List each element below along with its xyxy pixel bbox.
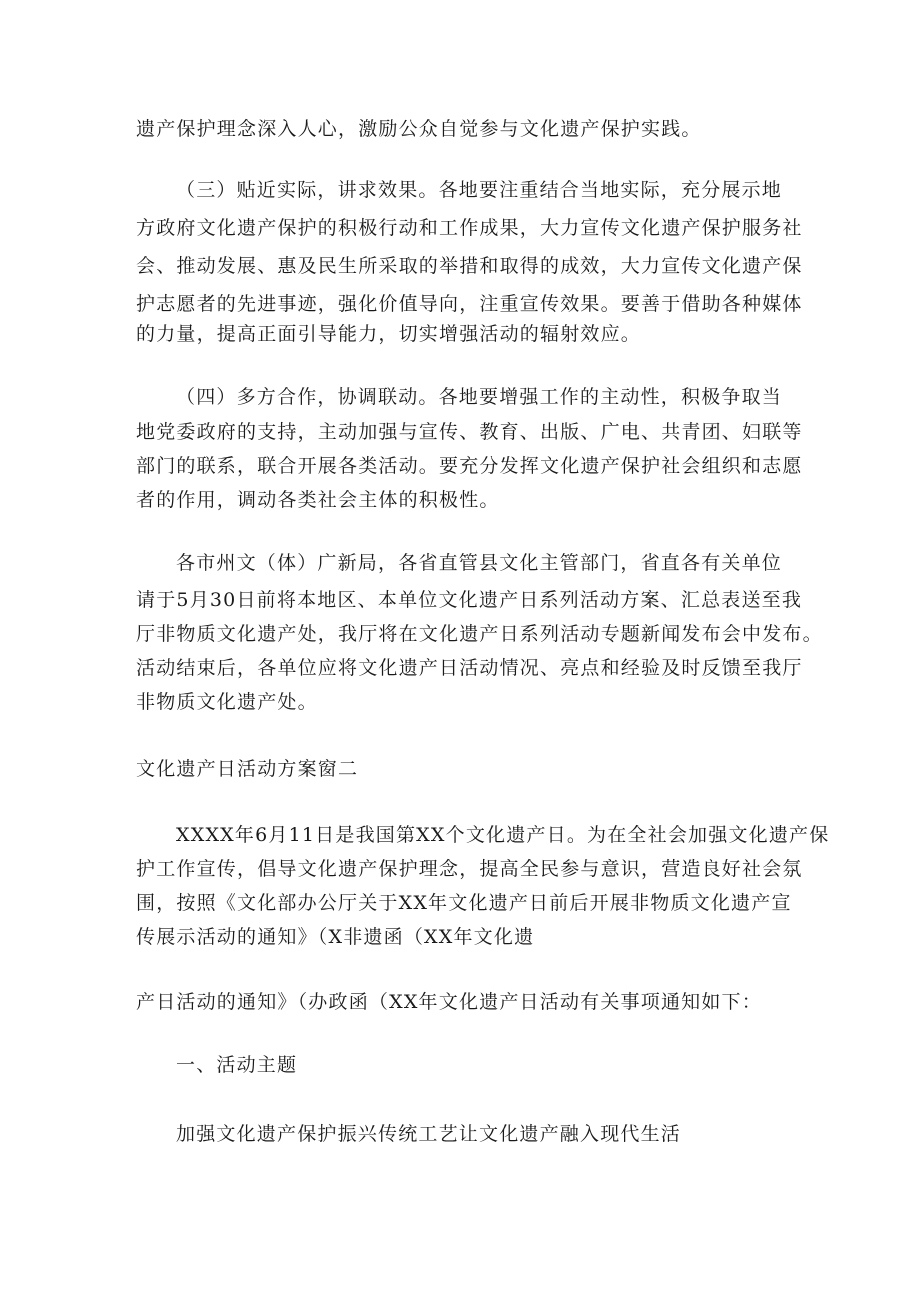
section-heading: 文化遗产日活动方案窗二 [136, 758, 359, 780]
text-line: 地党委政府的支持，主动加强与宣传、教育、出版、广电、共青团、妇联等 [136, 421, 803, 443]
text-line: 方政府文化遗产保护的积极行动和工作成果，大力宣传文化遗产保护服务社 [136, 217, 803, 239]
text-line: （三）贴近实际，讲求效果。各地要注重结合当地实际，充分展示地 [176, 179, 783, 201]
text-line: 遗产保护理念深入人心，激励公众自觉参与文化遗产保护实践。 [136, 118, 702, 140]
text-line: 的力量，提高正面引导能力，切实增强活动的辐射效应。 [136, 323, 642, 345]
text-line: 部门的联系，联合开展各类活动。要充分发挥文化遗产保护社会组织和志愿 [136, 455, 803, 477]
text-line: 厅非物质文化遗产处，我厅将在文化遗产日系列活动专题新闻发布会中发布。 [136, 623, 823, 645]
text-line: 会、推动发展、惠及民生所采取的举措和取得的成效，大力宣传文化遗产保 [136, 255, 803, 277]
text-line: 请于5月30日前将本地区、本单位文化遗产日系列活动方案、汇总表送至我 [136, 589, 803, 611]
text-line: 者的作用，调动各类社会主体的积极性。 [136, 489, 500, 511]
section-heading: 一、活动主题 [176, 1054, 298, 1076]
text-line: 围，按照《文化部办公厅关于XX年文化遗产日前后开展非物质文化遗产宣 [136, 892, 792, 914]
text-line: 非物质文化遗产处。 [136, 691, 318, 713]
text-line: XXXX年6月11日是我国第XX个文化遗产日。为在全社会加强文化遗产保 [176, 824, 830, 846]
text-line: 产日活动的通知》（办政函（XX年文化遗产日活动有关事项通知如下： [136, 991, 762, 1013]
text-line: 护志愿者的先进事迹，强化价值导向，注重宣传效果。要善于借助各种媒体 [136, 293, 803, 315]
text-line: 护工作宣传，倡导文化遗产保护理念，提高全民参与意识，营造良好社会氛 [136, 858, 803, 880]
text-line: （四）多方合作，协调联动。各地要增强工作的主动性，积极争取当 [176, 386, 783, 408]
text-line: 传展示活动的通知》（X非遗函（XX年文化遗 [136, 926, 535, 948]
text-line: 活动结束后，各单位应将文化遗产日活动情况、亮点和经验及时反馈至我厅 [136, 657, 803, 679]
text-line: 各市州文（体）广新局，各省直管县文化主管部门，省直各有关单位 [176, 552, 783, 574]
text-line: 加强文化遗产保护振兴传统工艺让文化遗产融入现代生活 [176, 1123, 682, 1145]
